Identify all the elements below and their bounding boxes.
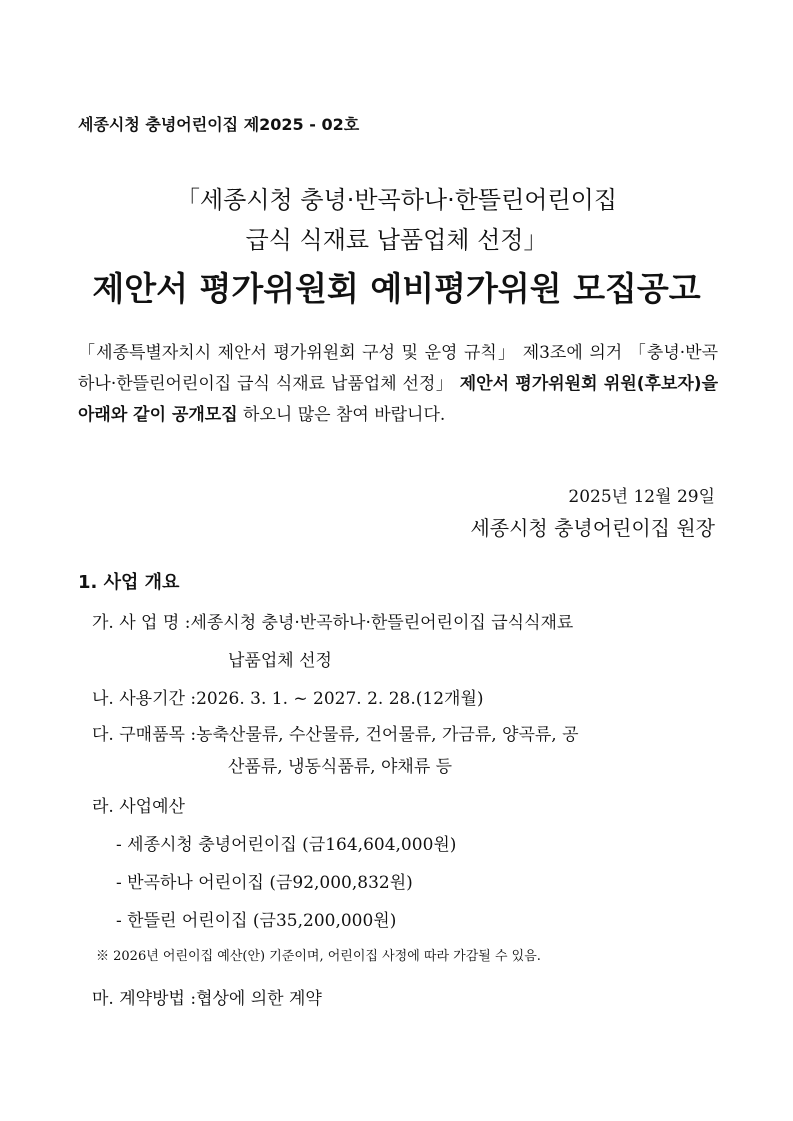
item-value: 2026. 3. 1. ~ 2027. 2. 28.(12개월) <box>196 689 484 709</box>
title-line-2: 급식 식재료 납품업체 선정」 <box>245 226 548 254</box>
item-project-name-cont: 납품업체 선정 <box>228 651 332 671</box>
budget-line: - 반곡하나 어린이집 (금92,000,832원) <box>116 873 413 893</box>
item-value: 농축산물류, 수산물류, 건어물류, 가금류, 양곡류, 공 <box>196 725 579 745</box>
intro-bold-text: 제안서 평가위원회 위원(후보자)을 아래와 같이 공개모집 <box>78 374 718 425</box>
item-purchase-items-cont: 산품류, 냉동식품류, 야채류 등 <box>228 757 453 777</box>
title-block <box>0 180 793 316</box>
item-project-name <box>92 608 573 633</box>
item-contract-method <box>92 984 322 1009</box>
item-value: 세종시청 충녕·반곡하나·한뜰린어린이집 급식식재료 <box>190 613 574 633</box>
signer: 세종시청 충녕어린이집 원장 <box>470 516 715 540</box>
item-label: 가. 사 업 명 : <box>92 613 191 633</box>
budget-line: - 한뜰린 어린이집 (금35,200,000원) <box>116 911 397 931</box>
intro-paragraph <box>78 338 718 431</box>
title-line-1: 「세종시청 충녕·반곡하나·한뜰린어린이집 <box>175 186 617 214</box>
section-heading-overview: 1. 사업 개요 <box>78 572 180 593</box>
main-title: 제안서 평가위원회 예비평가위원 모집공고 <box>92 269 701 308</box>
budget-note: ※ 2026년 어린이집 예산(안) 기준이며, 어린이집 사정에 따라 가감될 수 있음. <box>96 949 541 964</box>
item-purchase-items <box>92 720 579 745</box>
item-value: 협상에 의한 계약 <box>196 989 322 1009</box>
item-label: 나. 사용기간 : <box>92 689 197 709</box>
item-label: 마. 계약방법 : <box>92 989 197 1009</box>
announcement-date: 2025년 12월 29일 <box>568 487 715 507</box>
item-budget: 라. 사업예산 <box>92 797 185 817</box>
intro-text-2: 하오니 많은 참여 바랍니다. <box>237 405 446 425</box>
item-label: 다. 구매품목 : <box>92 725 197 745</box>
item-period <box>92 684 484 709</box>
intro-text-1: 「세종특별자치시 제안서 평가위원회 구성 및 운영 규칙」 제3조에 의거 「충녕·반곡하나·한뜰린어린이집 급식 식재료 납품업체 선정」 <box>78 343 718 394</box>
budget-line: - 세종시청 충녕어린이집 (금164,604,000원) <box>116 835 457 855</box>
document-number: 세종시청 충녕어린이집 제2025 - 02호 <box>78 115 360 134</box>
